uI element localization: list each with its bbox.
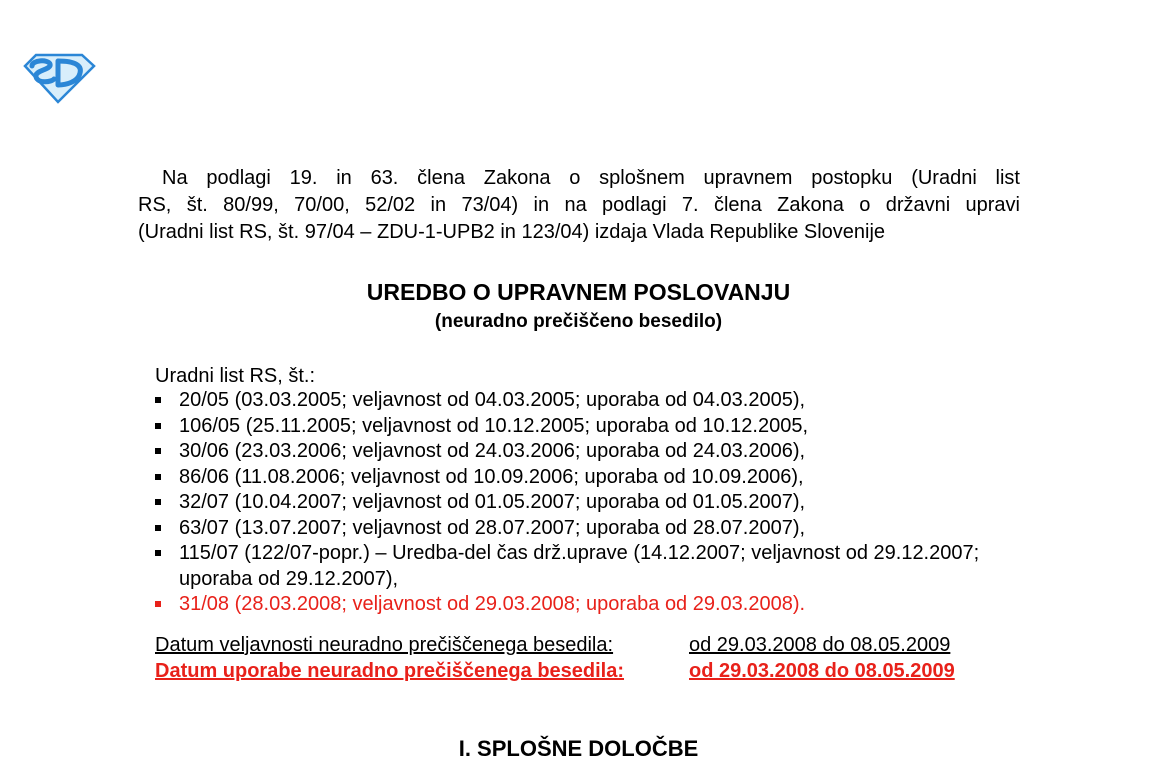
document-subtitle: (neuradno prečiščeno besedilo) [434,311,723,332]
validity-label: Datum veljavnosti neuradno prečiščenega besedila: [155,634,614,656]
application-row [155,658,955,684]
section-heading: I. SPLOŠNE DOLOČBE [458,736,699,761]
application-label: Datum uporabe neuradno prečiščenega besedila: [155,660,625,682]
bullet-icon [155,550,161,556]
amendment-item: 115/07 (122/07-popr.) – Uredba-del čas drž.uprave (14.12.2007; veljavnost od 29.12.2007; uporaba od 29.12.2007), [155,541,1015,592]
bullet-icon [155,525,161,531]
gazette-label: Uradni list RS, št.: [155,365,316,387]
bullet-icon [155,499,161,505]
intro-line-1: Na podlagi 19. in 63. člena Zakona o splošnem upravnem postopku (Uradni list [162,167,1020,189]
amendment-item-latest: 31/08 (28.03.2008; veljavnost od 29.03.2008; uporaba od 29.03.2008). [155,592,1015,618]
intro-line-2: RS, št. 80/99, 70/00, 52/02 in 73/04) in na podlagi 7. člena Zakona o državni upravi [138,194,1020,216]
bullet-icon [155,448,161,454]
application-value: od 29.03.2008 do 08.05.2009 [689,660,955,682]
sd-logo-icon [22,52,96,104]
validity-value: od 29.03.2008 do 08.05.2009 [689,634,951,656]
intro-paragraph [138,165,1020,246]
bullet-icon [155,474,161,480]
amendment-list [155,388,1015,618]
validity-row [155,632,955,658]
amendment-item: 63/07 (13.07.2007; veljavnost od 28.07.2007; uporaba od 28.07.2007), [155,516,1015,542]
bullet-icon [155,423,161,429]
amendment-item: 86/06 (11.08.2006; veljavnost od 10.09.2006; uporaba od 10.09.2006), [155,465,1015,491]
amendment-item: 106/05 (25.11.2005; veljavnost od 10.12.2005; uporaba od 10.12.2005, [155,414,1015,440]
bullet-icon [155,601,161,607]
document-title: UREDBO O UPRAVNEM POSLOVANJU [366,279,791,305]
amendment-item: 20/05 (03.03.2005; veljavnost od 04.03.2005; uporaba od 04.03.2005), [155,388,1015,414]
intro-line-3: (Uradni list RS, št. 97/04 – ZDU-1-UPB2 in 123/04) izdaja Vlada Republike Slovenije [138,221,886,243]
amendment-item: 30/06 (23.03.2006; veljavnost od 24.03.2006; uporaba od 24.03.2006), [155,439,1015,465]
date-block [155,632,955,684]
amendment-item: 32/07 (10.04.2007; veljavnost od 01.05.2007; uporaba od 01.05.2007), [155,490,1015,516]
bullet-icon [155,397,161,403]
